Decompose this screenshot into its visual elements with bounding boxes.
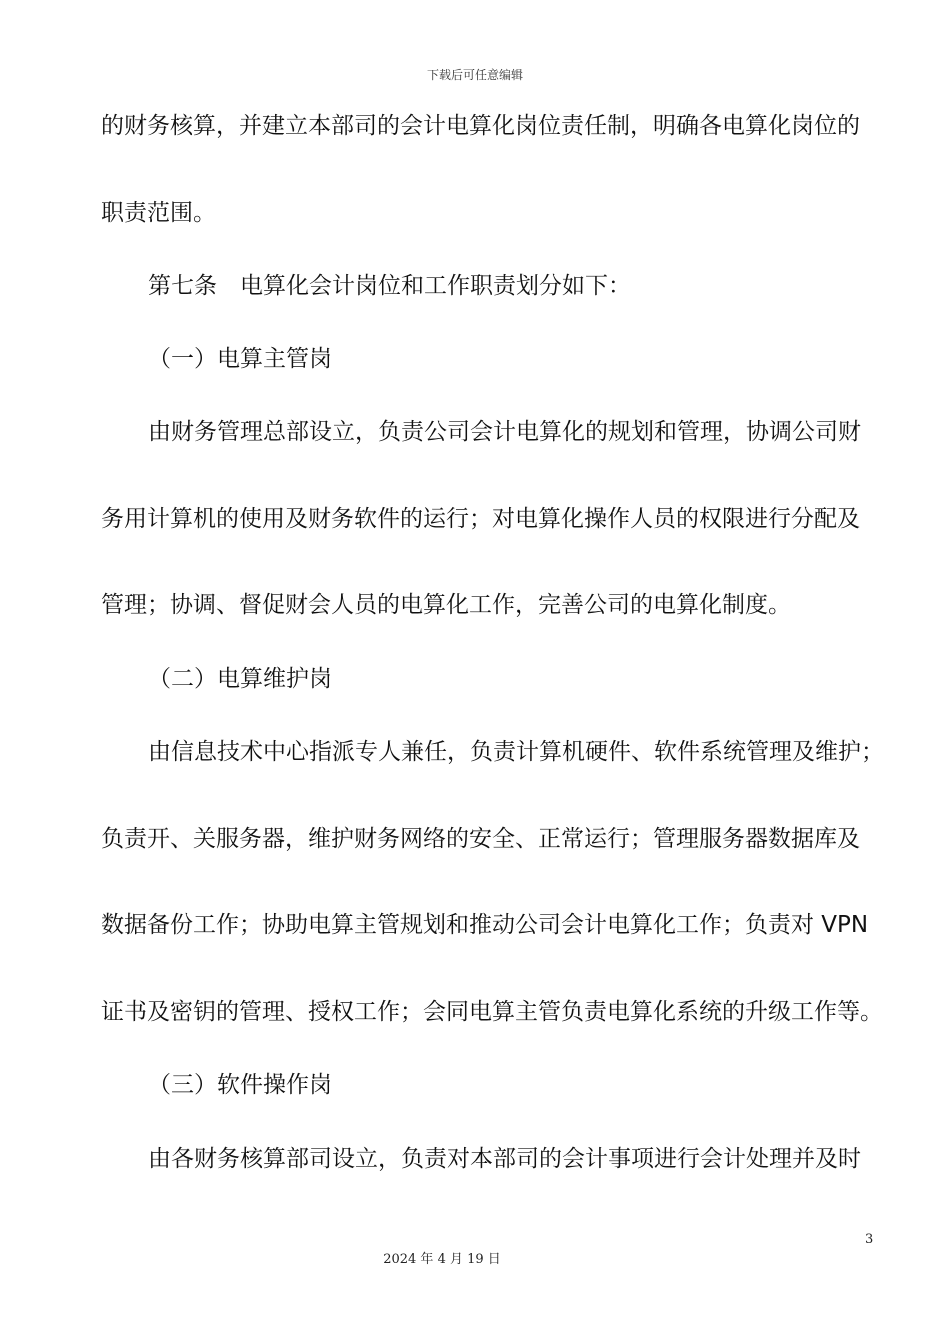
section-heading-2: （二）电算维护岗 <box>148 666 332 692</box>
body-line-11: 数据备份工作；协助电算主管规划和推动公司会计电算化工作；负责对 VPN <box>101 912 869 938</box>
body-line-14: 由各财务核算部司设立，负责对本部司的会计事项进行会计处理并及时 <box>148 1146 861 1172</box>
body-line-7: 管理；协调、督促财会人员的电算化工作，完善公司的电算化制度。 <box>101 592 791 618</box>
body-line-6: 务用计算机的使用及财务软件的运行；对电算化操作人员的权限进行分配及 <box>101 506 860 532</box>
body-line-12: 证书及密钥的管理、授权工作；会同电算主管负责电算化系统的升级工作等。 <box>101 999 883 1025</box>
body-line-10: 负责开、关服务器，维护财务网络的安全、正常运行；管理服务器数据库及 <box>101 826 860 852</box>
article-heading: 第七条 电算化会计岗位和工作职责划分如下： <box>148 273 631 299</box>
body-line-1: 的财务核算，并建立本部司的会计电算化岗位责任制，明确各电算化岗位的 <box>101 113 860 139</box>
section-heading-1: （一）电算主管岗 <box>148 346 332 372</box>
body-line-5: 由财务管理总部设立，负责公司会计电算化的规划和管理，协调公司财 <box>148 419 861 445</box>
page-header: 下载后可任意编辑 <box>426 68 523 82</box>
body-line-2: 职责范围。 <box>101 200 216 226</box>
section-heading-3: （三）软件操作岗 <box>148 1072 332 1098</box>
page-number: 3 <box>865 1232 874 1247</box>
footer-date: 2024 年 4 月 19 日 <box>383 1252 501 1267</box>
body-line-9: 由信息技术中心指派专人兼任，负责计算机硬件、软件系统管理及维护； <box>148 739 884 765</box>
